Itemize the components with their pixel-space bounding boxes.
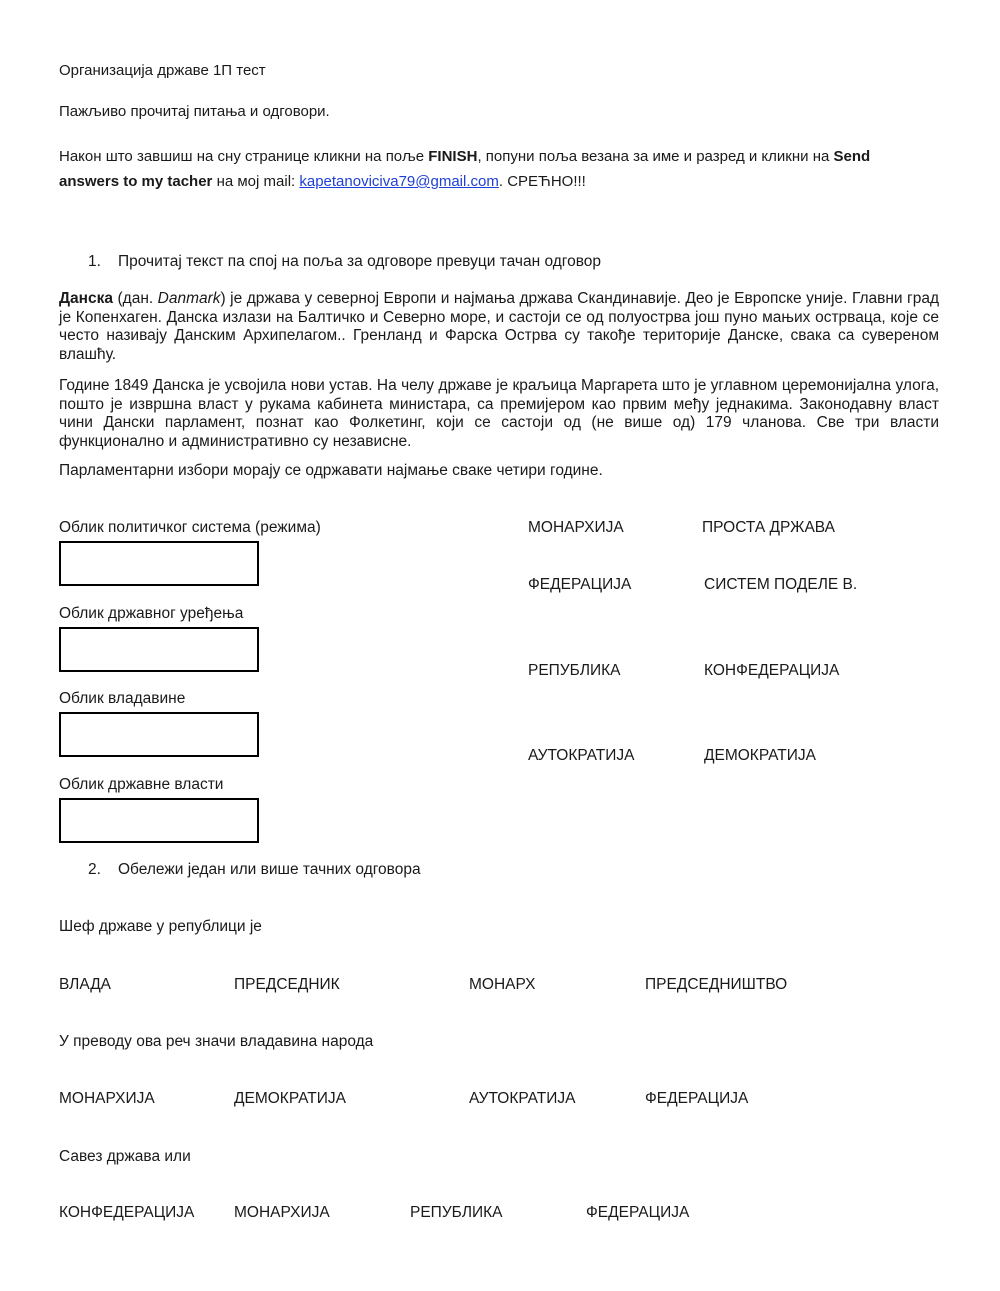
worksheet-title: Организација државе 1П тест <box>59 62 266 79</box>
question-1-text: Прочитај текст па спој на поља за одговоре превуци тачан одговор <box>118 253 601 270</box>
mc-question: Савез држава или <box>59 1148 191 1165</box>
drag-option[interactable]: РЕПУБЛИКА <box>528 662 621 679</box>
instructions-text: на мој mail: <box>212 173 300 190</box>
mc-choice[interactable]: АУТОКРАТИЈА <box>469 1090 576 1107</box>
mc-choice[interactable]: РЕПУБЛИКА <box>410 1204 503 1221</box>
drag-option[interactable]: МОНАРХИЈА <box>528 519 624 536</box>
paragraph-italic-term: Danmark <box>157 290 221 307</box>
drag-option[interactable]: ПРОСТА ДРЖАВА <box>702 519 835 536</box>
mc-choice[interactable]: МОНАРХИЈА <box>59 1090 155 1107</box>
drag-option[interactable]: СИСТЕМ ПОДЕЛЕ В. <box>704 576 858 593</box>
paragraph-text: (дан. <box>113 290 158 307</box>
question-1-number: 1. <box>88 253 101 270</box>
drop-box-state-structure[interactable] <box>59 627 259 672</box>
paragraph-bold-term: Данска <box>59 290 114 307</box>
worksheet-subtitle: Пажљиво прочитај питања и одговори. <box>59 103 330 120</box>
drag-option[interactable]: АУТОКРАТИЈА <box>528 747 635 764</box>
send-keyword-cont: answers to my tacher <box>59 173 213 190</box>
prompt-state-power: Облик државне власти <box>59 776 224 793</box>
mc-choice[interactable]: МОНАРХ <box>469 976 536 993</box>
mc-choice[interactable]: ПРЕДСЕДНИШТВО <box>645 976 788 993</box>
mc-choice[interactable]: ВЛАДА <box>59 976 112 993</box>
mc-question: У преводу ова реч значи владавина народа <box>59 1033 374 1050</box>
drag-option[interactable]: КОНФЕДЕРАЦИЈА <box>704 662 840 679</box>
mc-choice[interactable]: ПРЕДСЕДНИК <box>234 976 340 993</box>
reading-paragraph-2: Године 1849 Данска је усвојила нови устав. На челу државе је краљица Маргарета што је углавном церемонијална улога, пошто је извршна власт у рукама кабинета министара, са премијером као првим међу једнакима. Законодавну власт чини Дански парламент, познат као Фолкетинг, који се састоји од (не више од) 179 чланова. Све три власти функционално и административно су независне. <box>59 377 939 450</box>
mc-choice[interactable]: КОНФЕДЕРАЦИЈА <box>59 1204 195 1221</box>
mc-question: Шеф државе у републици је <box>59 918 262 935</box>
prompt-form-of-rule: Облик владавине <box>59 690 186 707</box>
email-link[interactable]: kapetanoviciva79@gmail.com <box>299 173 499 190</box>
reading-paragraph-1 <box>59 290 939 364</box>
prompt-political-system: Облик политичког система (режима) <box>59 519 321 536</box>
mc-choice[interactable]: ФЕДЕРАЦИЈА <box>645 1090 749 1107</box>
mc-choice[interactable]: ДЕМОКРАТИЈА <box>234 1090 346 1107</box>
prompt-state-structure: Облик државног уређења <box>59 605 244 622</box>
question-2-number: 2. <box>88 861 101 878</box>
instructions <box>59 144 949 194</box>
drag-option[interactable]: ФЕДЕРАЦИЈА <box>528 576 632 593</box>
mc-choice[interactable]: ФЕДЕРАЦИЈА <box>586 1204 690 1221</box>
instructions-text: . СРЕЋНО!!! <box>498 173 586 190</box>
drop-box-form-of-rule[interactable] <box>59 712 259 757</box>
instructions-text: , попуни поља везана за име и разред и кликни на <box>477 148 834 165</box>
drag-option[interactable]: ДЕМОКРАТИЈА <box>704 747 816 764</box>
mc-choice[interactable]: МОНАРХИЈА <box>234 1204 330 1221</box>
reading-paragraph-3: Парламентарни избори морају се одржавати најмање сваке четири године. <box>59 462 603 479</box>
instructions-text: Након што завшиш на сну странице кликни на поље <box>59 148 429 165</box>
paragraph-text: ) је држава у северној Европи и најмања држава Скандинавије. Део је Европске уније. Главни град је Копенхаген. Данска излази на Балтичко и Северно море, и састоји се од полуострва још пуно мањих острваца, које се често називају Данским Архипелагом.. Гренланд и Фарска Острва су такође територије Данске, свака са сувереном влашћу. <box>59 290 939 363</box>
send-keyword: Send <box>833 148 871 165</box>
question-2-text: Обележи један или више тачних одговора <box>118 861 421 878</box>
drop-box-political-system[interactable] <box>59 541 259 586</box>
drop-box-state-power[interactable] <box>59 798 259 843</box>
finish-keyword: FINISH <box>428 148 478 165</box>
